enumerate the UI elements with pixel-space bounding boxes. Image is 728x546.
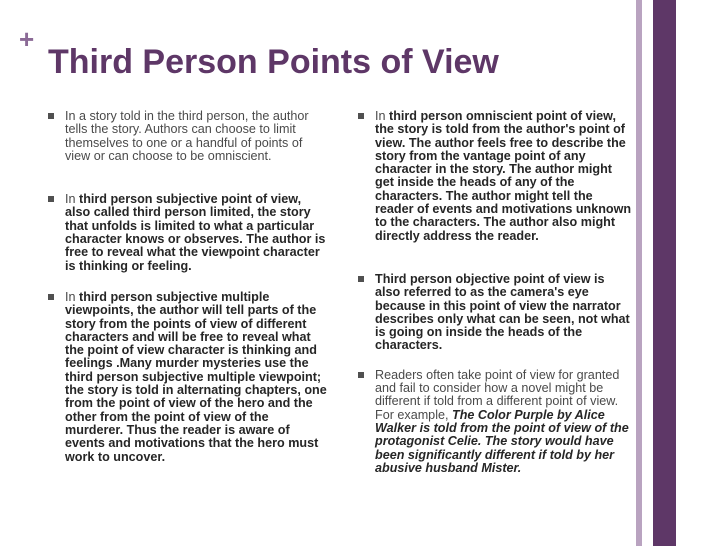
bullet-lead: In xyxy=(65,289,80,304)
bullet-bold-italic-text: The Color Purple by Alice Walker is told from the point of view of the protagonist Celie. The story would have been significantly different if told by her abusive husband Mister. xyxy=(375,407,629,475)
bullet-bold-text: third person subjective multiple viewpoints, the author will tell parts of the story from the points of view of different characters and will be free to reveal what the point of view character is thinking and feelings .Many murder mysteries use the third person subjective multiple viewpoint; the story is told in alternating chapters, one from the point of view of the hero and the other from the point of view of the murderer. Thus the reader is aware of events and motivations that the hero must work to uncover. xyxy=(65,289,327,464)
bullet-text: In a story told in the third person, the author tells the story. Authors can choose to limit themselves to one or a handful of points of view or can choose to be omniscient. xyxy=(65,109,309,163)
right-column xyxy=(358,110,633,475)
bullet-item xyxy=(358,110,633,243)
decorative-bar-thin xyxy=(636,0,642,546)
slide-title: Third Person Points of View xyxy=(48,43,499,81)
square-bullet-icon xyxy=(358,276,364,282)
bullet-bold-text: third person subjective point of view, also called third person limited, the story that unfolds is limited to what a particular character knows or observes. The author is free to reveal what the viewpoint character is thinking or feeling. xyxy=(65,192,326,273)
bullet-lead: Readers often take point of view for granted and fail to consider how a novel might be different if told from a different point of view. For example, xyxy=(375,367,620,422)
square-bullet-icon xyxy=(48,113,54,119)
bullet-lead: In xyxy=(375,109,390,123)
bullet-item xyxy=(358,273,633,353)
bullet-item xyxy=(358,369,633,475)
decorative-bar-thick xyxy=(653,0,676,546)
bullet-item xyxy=(48,110,328,163)
square-bullet-icon xyxy=(48,294,54,300)
bullet-bold-text: third person omniscient point of view, the story is told from the author's point of view. The author feels free to describe the story from the vantage point of any character in the story. The author might get inside the heads of any of the characters. The author might tell the reader of events and motivations unknown to the characters. The author also might directly address the reader. xyxy=(375,109,632,243)
bullet-item xyxy=(48,193,328,273)
bullet-lead: In xyxy=(65,192,80,207)
bullet-bold-text: Third person objective point of view is also referred to as the camera's eye because in this point of view the narrator describes only what can be seen, not what is going on inside the heads of the characters. xyxy=(375,271,630,353)
square-bullet-icon xyxy=(358,372,364,378)
square-bullet-icon xyxy=(48,196,54,202)
bullet-item xyxy=(48,291,328,464)
square-bullet-icon xyxy=(358,113,364,119)
left-column xyxy=(48,110,328,464)
plus-icon: + xyxy=(19,24,35,54)
